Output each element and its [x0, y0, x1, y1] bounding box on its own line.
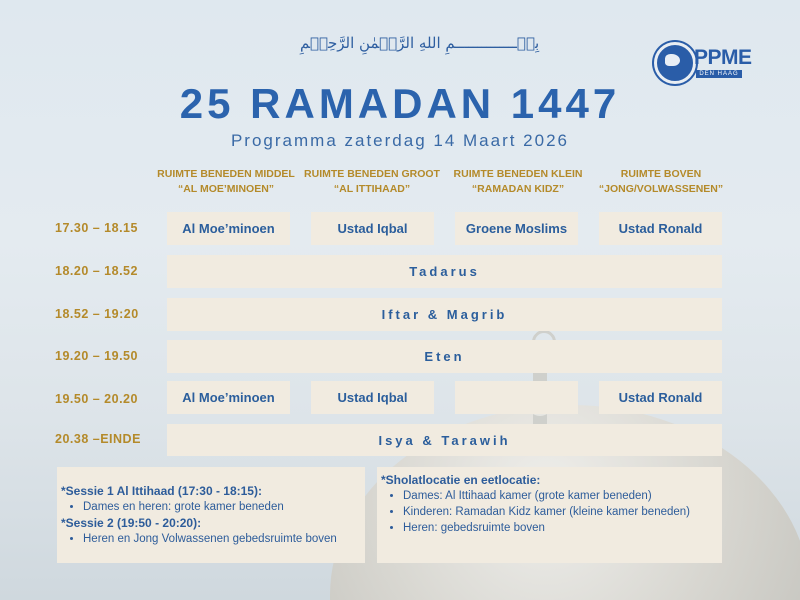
time-slot: 20.38 –EINDE: [55, 432, 141, 446]
room-header-middel: [151, 167, 301, 197]
schedule-cell: Al Moe’minoen: [167, 381, 290, 414]
schedule-cell-full: Tadarus: [167, 255, 722, 288]
time-slot: 19.20 – 19.50: [55, 349, 138, 363]
room-header-name: “JONG/VOLWASSENEN”: [598, 183, 724, 195]
schedule-cell: Ustad Ronald: [599, 381, 722, 414]
schedule-cell-full: Isya & Tarawih: [167, 424, 722, 456]
schedule-cell: Ustad Iqbal: [311, 212, 434, 245]
page-title: 25 RAMADAN 1447: [179, 80, 621, 127]
note-item: • Heren: gebedsruimte boven: [403, 520, 722, 536]
notes-locations: [377, 467, 722, 563]
room-header-line: RUIMTE BENEDEN KLEIN: [453, 168, 583, 180]
room-header-line: RUIMTE BENEDEN GROOT: [304, 168, 440, 180]
note-heading: *Sholatlocatie en eetlocatie:: [381, 473, 541, 487]
room-header-name: “RAMADAN KIDZ”: [471, 183, 565, 195]
room-header-line: RUIMTE BENEDEN MIDDEL: [157, 168, 295, 180]
room-header-name: “AL ITTIHAAD”: [333, 183, 411, 195]
schedule-cell: Ustad Ronald: [599, 212, 722, 245]
room-header-klein: [443, 167, 593, 197]
note-item: • Dames en heren: grote kamer beneden: [83, 499, 365, 515]
schedule-cell: Al Moe’minoen: [167, 212, 290, 245]
schedule-cell-full: Eten: [167, 340, 722, 373]
time-slot: 17.30 – 18.15: [55, 221, 138, 235]
schedule-cell: Groene Moslims: [455, 212, 578, 245]
room-header-line: RUIMTE BOVEN: [620, 168, 702, 180]
globe-icon: [654, 42, 696, 84]
note-heading: *Sessie 1 Al Ittihaad (17:30 - 18:15):: [61, 484, 262, 498]
logo-subtext: DEN HAAG: [696, 70, 742, 78]
note-item: • Kinderen: Ramadan Kidz kamer (kleine kamer beneden): [403, 504, 722, 520]
notes-sessions: [57, 467, 365, 563]
time-slot: 19.50 – 20.20: [55, 392, 138, 406]
room-header-name: “AL MOE’MINOEN”: [177, 183, 275, 195]
bismillah-calligraphy: بِسۡــــــــــــــمِ اللهِ الرَّحۡمٰنِ الرَّحِيۡمِ: [300, 34, 540, 52]
schedule-cell-full: Iftar & Magrib: [167, 298, 722, 331]
note-item: • Dames: Al Ittihaad kamer (grote kamer beneden): [403, 488, 722, 504]
time-slot: 18.20 – 18.52: [55, 264, 138, 278]
note-item: • Heren en Jong Volwassenen gebedsruimte boven: [83, 531, 365, 547]
schedule-cell: Ustad Iqbal: [311, 381, 434, 414]
logo-text: PPME: [694, 46, 752, 69]
schedule-cell-empty: [455, 381, 578, 414]
page-subtitle: Programma zaterdag 14 Maart 2026: [230, 131, 570, 150]
room-header-boven: [586, 167, 736, 197]
room-header-groot: [297, 167, 447, 197]
note-heading: *Sessie 2 (19:50 - 20:20):: [61, 516, 202, 530]
time-slot: 18.52 – 19:20: [55, 307, 139, 321]
